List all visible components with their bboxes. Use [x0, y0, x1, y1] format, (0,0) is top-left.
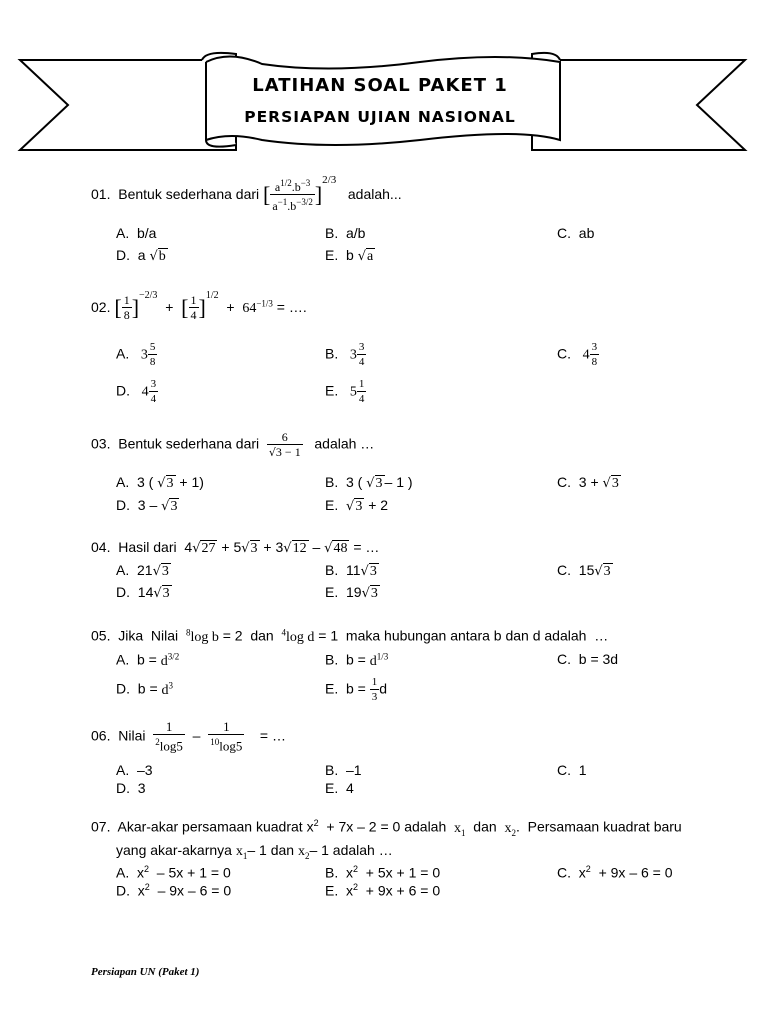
q4-option-e[interactable]: E. 19√3	[325, 584, 378, 601]
q2-option-b[interactable]: B. 3 $\frac{3}{4}$	[325, 341, 365, 368]
q5-option-e[interactable]: E. b = $\frac{1}{3}$ d	[325, 676, 388, 703]
q3-option-d[interactable]: D. 3 – √3	[116, 497, 178, 514]
q7-option-b[interactable]: B. $x^2 + 5x + 1 = 0$	[325, 864, 441, 881]
q4-option-d[interactable]: D. 14√3	[116, 584, 170, 601]
question-05: 05. Jika Nilai $^8$log b = 2 dan $^4$log d = 1 maka hubungan antara b dan d adalah …	[91, 627, 609, 645]
q3-option-e[interactable]: E. √3 + 2	[325, 497, 389, 514]
q1-option-b[interactable]: B. a/b	[325, 225, 366, 241]
q6-option-b[interactable]: B. –1	[325, 762, 362, 778]
q2-option-c[interactable]: C. 4 $\frac{3}{8}$	[557, 341, 598, 368]
question-03: 03. Bentuk sederhana dari $\frac{6}{√3 - 1}$ adalah …	[91, 430, 375, 459]
q5-option-c[interactable]: C. b = 3d	[557, 651, 619, 667]
q6-option-e[interactable]: E. 4	[325, 780, 354, 796]
page-footer: Persiapan UN (Paket 1)	[91, 966, 200, 978]
q4-option-c[interactable]: C. 15√3	[557, 562, 611, 579]
q2-option-e[interactable]: E. 5 $\frac{1}{4}$	[325, 378, 365, 405]
q3-option-a[interactable]: A. 3 ( √3 + 1)	[116, 474, 204, 491]
q5-option-b[interactable]: B. $b = d^{1/3}$	[325, 651, 389, 669]
q1-option-c[interactable]: C. ab	[557, 225, 595, 241]
q7-option-e[interactable]: E. $x^2 + 9x + 6 = 0$	[325, 882, 441, 899]
q7-option-d[interactable]: D. $x^2 - 9x - 6 = 0$	[116, 882, 232, 899]
page-title: LATIHAN SOAL PAKET 1	[252, 75, 508, 96]
q5-option-a[interactable]: A. $b = d^{3/2}$	[116, 651, 180, 669]
page-subtitle: PERSIAPAN UJIAN NASIONAL	[244, 108, 516, 126]
q1-option-d[interactable]: D. a √b	[116, 247, 166, 264]
question-07: 07. Akar-akar persamaan kuadrat $x^2 + 7x - 2 = 0$ adalah $x_1$ dan $x_2$. Persamaan kuadrat baru	[91, 818, 682, 838]
q4-option-b[interactable]: B. 11√3	[325, 562, 377, 579]
q3-option-c[interactable]: C. 3 + √3	[557, 474, 619, 491]
q2-option-d[interactable]: D. 4 $\frac{3}{4}$	[116, 378, 157, 405]
question-02: 02. [ $\frac{1}{8}$ ]$^{-2/3}$ + [ $\frac{1}{4}$ ]$^{1/2} + 64^{-1/3}$ = ….	[91, 290, 307, 323]
q6-option-c[interactable]: C. 1	[557, 762, 587, 778]
question-01: 01. Bentuk sederhana dari [ $\frac{a^{1/2}.b^{-3}}{a^{-1}.b^{-3/2}}$ ]$^{2/3}$ adalah...	[91, 174, 402, 214]
q4-option-a[interactable]: A. 21√3	[116, 562, 169, 579]
q7-option-c[interactable]: C. $x^2 + 9x - 6 = 0$	[557, 864, 673, 881]
q6-option-d[interactable]: D. 3	[116, 780, 146, 796]
q5-option-d[interactable]: D. $b = d^3$	[116, 680, 174, 698]
question-06: 06. Nilai $\frac{1}{^2\log 5}$ – $\frac{1}{^{10}\log 5}$ = …	[91, 719, 286, 754]
q3-option-b[interactable]: B. 3 ( √3 – 1 )	[325, 474, 413, 491]
q2-option-a[interactable]: A. 3 $\frac{5}{8}$	[116, 341, 156, 368]
q6-option-a[interactable]: A. –3	[116, 762, 153, 778]
question-07-line2: yang akar-akarnya $x_1-$ 1 dan $x_2-$ 1 adalah …	[116, 842, 393, 861]
q1-option-a[interactable]: A. b/a	[116, 225, 157, 241]
q1-option-e[interactable]: E. b √a	[325, 247, 374, 264]
question-04: 04. Hasil dari 4√27 + 5√3 + 3√12 – √48 = …	[91, 539, 380, 556]
q7-option-a[interactable]: A. $x^2 - 5x + 1 = 0$	[116, 864, 231, 881]
